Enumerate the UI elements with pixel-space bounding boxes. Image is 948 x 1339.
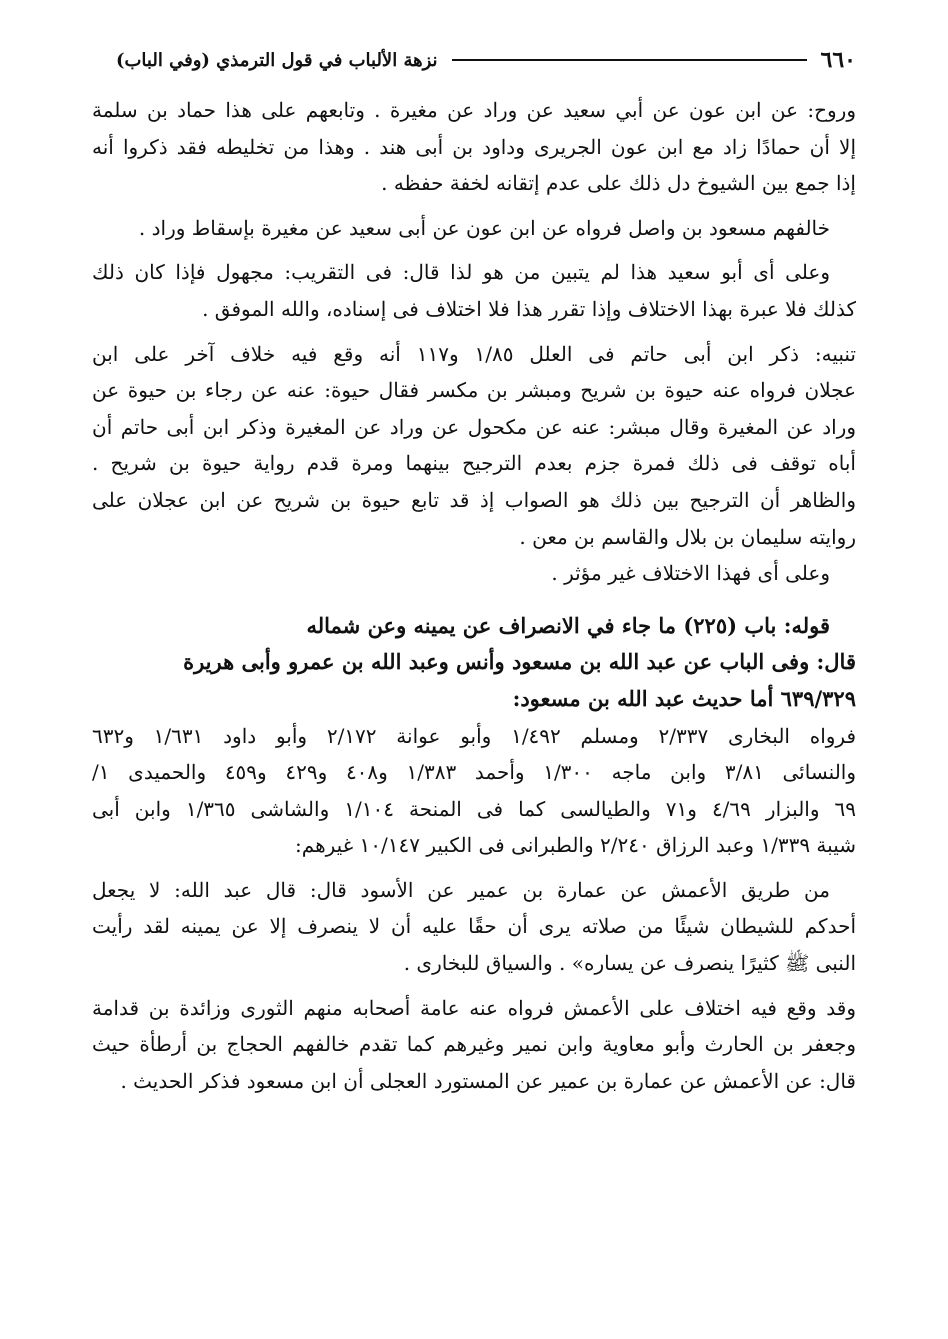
- text-line: وقد وقع فيه اختلاف على الأعمش فرواه عنه عامة أصحابه منهم الثورى وزائدة بن قدامة: [92, 995, 856, 1020]
- text-line: فرواه البخارى ٢/٣٣٧ ومسلم ١/٤٩٢ وأبو عوانة ٢/١٧٢ وأبو داود ١/٦٣١ و٦٣٢: [92, 723, 856, 748]
- text-line: وعلى أى أبو سعيد هذا لم يتبين من هو لذا قال: فى التقريب: مجهول فإذا كان ذلك: [92, 260, 830, 285]
- text-line: خالفهم مسعود بن واصل فرواه عن ابن عون عن أبى سعيد عن مغيرة بإسقاط وراد .: [138, 215, 830, 240]
- note-heading-line: تنبيه: ذكر ابن أبى حاتم فى العلل ١/٨٥ و١١٧ أنه وقع فيه خلاف آخر على ابن: [92, 341, 856, 366]
- running-title: نزهة الألباب في قول الترمذي (وفي الباب): [115, 49, 438, 71]
- text-line: ٦٩ والبزار ٤/٦٩ و٧١ والطيالسى كما فى المنحة ١/١٠٤ والشاشى ١/٣٦٥ وابن أبى: [92, 796, 856, 821]
- header-rule: [452, 59, 807, 61]
- text-line: من طريق الأعمش عن عمارة بن عمير عن الأسود قال: قال عبد الله: لا يجعل: [92, 877, 830, 902]
- text-line: النبى ﷺ كثيرًا ينصرف عن يساره» . والسياق للبخارى .: [403, 951, 856, 976]
- text-line: إلا أن حمادًا زاد مع ابن عون الجريرى وداود بن أبى هند . وهذا من تخليطه فقد ذكروا أنه: [92, 134, 856, 159]
- text-line: وجعفر بن الحارث وأبو معاوية وابن نمير وغيرهم كما تقدم خالفهم الحجاج بن أرطأة حيث: [92, 1032, 856, 1057]
- text-line: وراد عن المغيرة وقال مبشر: عنه عن مكحول عن وراد عن المغيرة وذكر ابن أبى حاتم أن: [92, 414, 856, 439]
- text-line: أباه توقف فى ذلك فمرة جزم بعدم الترجيح بينهما ومرة قدم رواية حيوة بن شريح .: [92, 451, 856, 476]
- text-line: شيبة ١/٣٣٩ وعبد الرزاق ٢/٢٤٠ والطبرانى فى الكبير ١٠/١٤٧ غيرهم:: [295, 833, 856, 858]
- text-line: أحدكم للشيطان شيئًا من صلاته يرى أن حقًا عليه أن لا ينصرف إلا عن يمينه لقد رأيت: [92, 914, 856, 939]
- text-line: والظاهر أن الترجيح بين ذلك هو الصواب إذ قد تابع حيوة بن شريح عن ابن عجلان على: [92, 487, 856, 512]
- hadith-heading: ٦٣٩/٣٢٩ أما حديث عبد الله بن مسعود:: [512, 685, 856, 711]
- text-line: وروح: عن ابن عون عن أبي سعيد عن وراد عن مغيرة . وتابعهم على هذا حماد بن سلمة: [92, 98, 856, 122]
- text-line: كذلك فلا عبرة بهذا الاختلاف وإذا تقرر هذا فلا اختلاف فى إسناده، والله الموفق .: [202, 296, 856, 321]
- text-line: روايته سليمان بن بلال والقاسم بن معن .: [519, 524, 856, 549]
- page-number: ٦٦٠: [820, 47, 856, 73]
- text-line: والنسائى ٣/٨١ وابن ماجه ١/٣٠٠ وأحمد ١/٣٨٣ و٤٠٨ و٤٢٩ و٤٥٩ والحميدى ١/: [92, 760, 856, 785]
- text-line: عجلان فرواه عنه حيوة بن شريح ومبشر بن مكسر فقال حيوة: عنه عن رجاء بن حيوة عن: [92, 378, 856, 403]
- text-line: وعلى أى فهذا الاختلاف غير مؤثر .: [551, 561, 830, 586]
- chapter-heading: قوله: باب (٢٢٥) ما جاء في الانصراف عن يمينه وعن شماله: [306, 612, 830, 638]
- text-line: قال: عن الأعمش عن عمارة بن عمير عن المستورد العجلى أن ابن مسعود فذكر الحديث .: [120, 1068, 856, 1093]
- page-body: [92, 92, 856, 1099]
- chapter-subheading: قال: وفى الباب عن عبد الله بن مسعود وأنس وعبد الله بن عمرو وأبى هريرة: [183, 649, 856, 675]
- text-line: إذا جمع بين الشيوخ دل ذلك على عدم إتقانه لخفة حفظه .: [381, 171, 856, 196]
- page-header: [90, 40, 856, 80]
